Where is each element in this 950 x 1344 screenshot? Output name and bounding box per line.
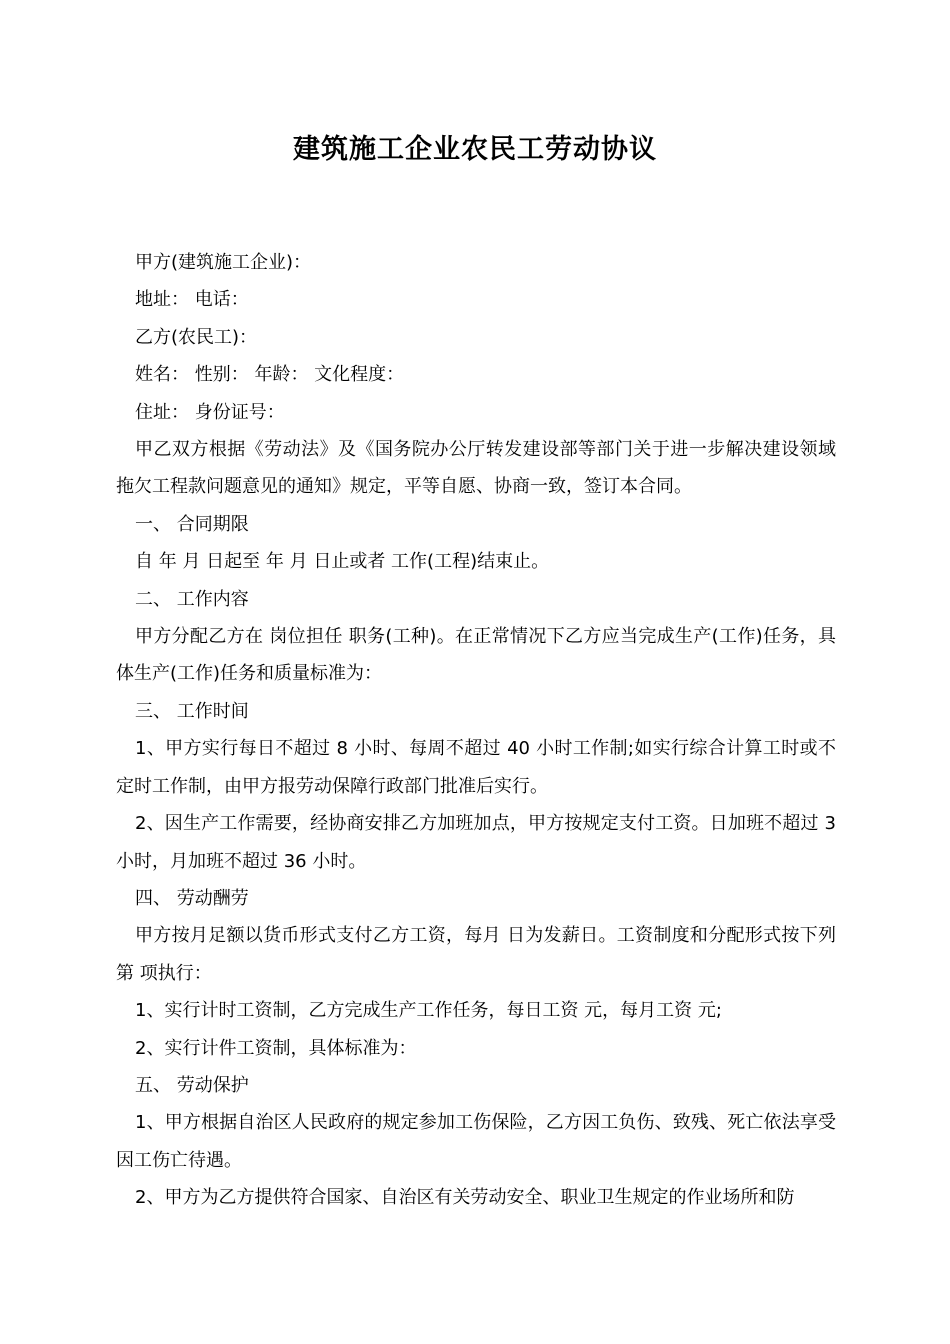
section-heading-remuneration: 四、 劳动酬劳 xyxy=(135,887,249,909)
work-content-paragraph: 甲方分配乙方在 岗位担任 职务(工种)。在正常情况下乙方应当完成生产(工作)任务，具体生产(工作)任务和质量标准为： xyxy=(116,626,836,685)
party-b-address-line: 住址： 身份证号： xyxy=(135,401,285,423)
party-a-line: 甲方(建筑施工企业)： xyxy=(135,252,312,273)
section-heading-work-content: 二、 工作内容 xyxy=(135,588,249,610)
work-hours-item-2: 2、因生产工作需要，经协商安排乙方加班加点，甲方按规定支付工资。日加班不超过 3 小时，月加班不超过 36 小时。 xyxy=(116,813,836,872)
party-b-info-line: 姓名： 性别： 年龄： 文化程度： xyxy=(135,364,405,386)
document-body xyxy=(116,244,836,1217)
remuneration-item-2: 2、实行计件工资制，具体标准为： xyxy=(135,1037,417,1059)
section-heading-term: 一、 合同期限 xyxy=(135,513,249,535)
party-a-address-line: 地址： 电话： xyxy=(135,289,249,311)
preamble-paragraph: 甲乙双方根据《劳动法》及《国务院办公厅转发建设部等部门关于进一步解决建设领域拖欠工程款问题意见的通知》规定，平等自愿、协商一致，签订本合同。 xyxy=(116,439,836,498)
section-heading-work-hours: 三、 工作时间 xyxy=(135,700,249,722)
labor-protection-item-1: 1、甲方根据自治区人民政府的规定参加工伤保险，乙方因工负伤、致残、死亡依法享受因工伤亡待遇。 xyxy=(116,1112,836,1171)
labor-protection-item-2: 2、甲方为乙方提供符合国家、自治区有关劳动安全、职业卫生规定的作业场所和防 xyxy=(135,1187,795,1209)
term-paragraph: 自 年 月 日起至 年 月 日止或者 工作(工程)结束止。 xyxy=(135,551,550,573)
work-hours-item-1: 1、甲方实行每日不超过 8 小时、每周不超过 40 小时工作制;如实行综合计算工时或不定时工作制，由甲方报劳动保障行政部门批准后实行。 xyxy=(116,738,836,797)
remuneration-item-1: 1、实行计时工资制，乙方完成生产工作任务，每日工资 元，每月工资 元; xyxy=(135,1000,722,1022)
document-title: 建筑施工企业农民工劳动协议 xyxy=(293,134,657,165)
remuneration-paragraph: 甲方按月足额以货币形式支付乙方工资，每月 日为发薪日。工资制度和分配形式按下列第 项执行： xyxy=(116,925,836,984)
party-b-line: 乙方(农民工)： xyxy=(135,326,258,348)
section-heading-labor-protection: 五、 劳动保护 xyxy=(135,1074,249,1096)
